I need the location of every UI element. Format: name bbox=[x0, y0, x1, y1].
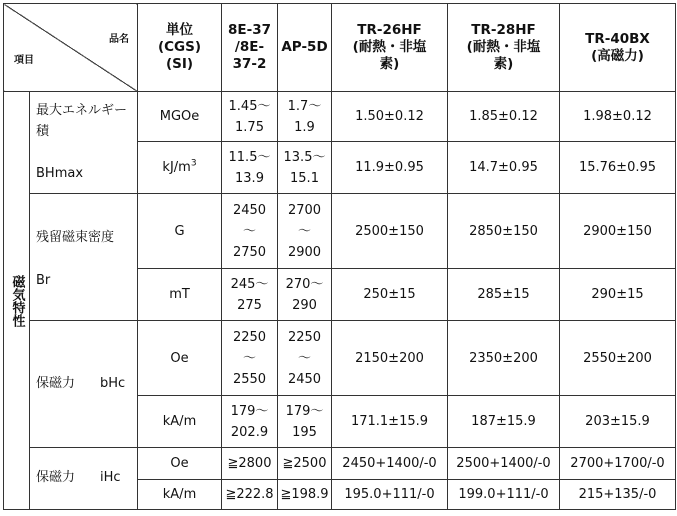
table-row bbox=[4, 194, 676, 269]
property-name-bhmax: 最大エネルギー 積 bbox=[36, 103, 128, 139]
magnet-spec-table bbox=[3, 3, 676, 510]
value-cell: 2850±150 bbox=[448, 194, 560, 269]
corner-product-label: 品名 bbox=[109, 34, 129, 45]
property-name-br: 残留磁束密度 bbox=[36, 230, 115, 245]
unit-cell: mT bbox=[138, 269, 222, 321]
value-cell: 1.98±0.12 bbox=[560, 92, 676, 142]
value-cell: 1.50±0.12 bbox=[332, 92, 448, 142]
property-label-bhc: 保磁力 bHc bbox=[36, 376, 126, 391]
section-label: 磁気特性 bbox=[9, 274, 25, 327]
value-cell: 285±15 bbox=[448, 269, 560, 321]
product-header-8e37: 8E-37 /8E- 37-2 bbox=[222, 4, 278, 92]
unit-cell: kA/m bbox=[138, 396, 222, 448]
value-cell: 11.9±0.95 bbox=[332, 142, 448, 194]
value-cell: 2150±200 bbox=[332, 321, 448, 396]
property-cell-br bbox=[30, 194, 138, 321]
header-row bbox=[4, 4, 676, 92]
property-cell-bhmax bbox=[30, 92, 138, 194]
value-cell: 2550±200 bbox=[560, 321, 676, 396]
property-symbol-br: Br bbox=[36, 273, 51, 288]
unit-cell: Oe bbox=[138, 321, 222, 396]
unit-cell: G bbox=[138, 194, 222, 269]
value-cell: 195.0+111/-0 bbox=[332, 480, 448, 510]
unit-cell: $kJ/m^3$ bbox=[138, 142, 222, 194]
table-row bbox=[4, 321, 676, 396]
value-cell: ≧222.8 bbox=[222, 480, 278, 510]
value-cell: 187±15.9 bbox=[448, 396, 560, 448]
product-header-ap5d: AP-5D bbox=[278, 4, 332, 92]
value-cell: 290±15 bbox=[560, 269, 676, 321]
property-cell-bhc bbox=[30, 321, 138, 448]
value-cell: 2450 ～ 2750 bbox=[222, 194, 278, 269]
value-cell: ≧198.9 bbox=[278, 480, 332, 510]
product-header-tr40bx: TR-40BX (高磁力) bbox=[560, 4, 676, 92]
value-cell: 2250 ～ 2450 bbox=[278, 321, 332, 396]
value-cell: 13.5～ 15.1 bbox=[278, 142, 332, 194]
value-cell: 2900±150 bbox=[560, 194, 676, 269]
value-cell: 2700+1700/-0 bbox=[560, 448, 676, 480]
section-label-cell bbox=[4, 92, 30, 510]
unit-column-header: 単位 (CGS) (SI) bbox=[138, 4, 222, 92]
value-cell: 215+135/-0 bbox=[560, 480, 676, 510]
value-cell: 2500±150 bbox=[332, 194, 448, 269]
value-cell: 11.5～ 13.9 bbox=[222, 142, 278, 194]
value-cell: 245～ 275 bbox=[222, 269, 278, 321]
value-cell: 270～ 290 bbox=[278, 269, 332, 321]
value-cell: 1.7～ 1.9 bbox=[278, 92, 332, 142]
value-cell: 2250 ～ 2550 bbox=[222, 321, 278, 396]
unit-cell: MGOe bbox=[138, 92, 222, 142]
value-cell: 179～ 202.9 bbox=[222, 396, 278, 448]
property-symbol-bhmax: BHmax bbox=[36, 166, 84, 181]
property-cell-ihc bbox=[30, 448, 138, 510]
unit-cell: kA/m bbox=[138, 480, 222, 510]
value-cell: 2500+1400/-0 bbox=[448, 448, 560, 480]
value-cell: 2350±200 bbox=[448, 321, 560, 396]
corner-item-label: 項目 bbox=[14, 55, 34, 66]
product-header-tr28hf: TR-28HF (耐熱・非塩 素) bbox=[448, 4, 560, 92]
table-row bbox=[4, 92, 676, 142]
value-cell: ≧2800 bbox=[222, 448, 278, 480]
property-label-ihc: 保磁力 iHc bbox=[36, 470, 121, 485]
value-cell: 199.0+111/-0 bbox=[448, 480, 560, 510]
value-cell: 2450+1400/-0 bbox=[332, 448, 448, 480]
value-cell: 250±15 bbox=[332, 269, 448, 321]
header-corner-cell bbox=[4, 4, 138, 92]
table-row bbox=[4, 448, 676, 480]
value-cell: 14.7±0.95 bbox=[448, 142, 560, 194]
product-header-tr26hf: TR-26HF (耐熱・非塩 素) bbox=[332, 4, 448, 92]
value-cell: 171.1±15.9 bbox=[332, 396, 448, 448]
value-cell: 203±15.9 bbox=[560, 396, 676, 448]
value-cell: 1.45～ 1.75 bbox=[222, 92, 278, 142]
value-cell: ≧2500 bbox=[278, 448, 332, 480]
value-cell: 15.76±0.95 bbox=[560, 142, 676, 194]
value-cell: 2700 ～ 2900 bbox=[278, 194, 332, 269]
value-cell: 1.85±0.12 bbox=[448, 92, 560, 142]
value-cell: 179～ 195 bbox=[278, 396, 332, 448]
unit-cell: Oe bbox=[138, 448, 222, 480]
